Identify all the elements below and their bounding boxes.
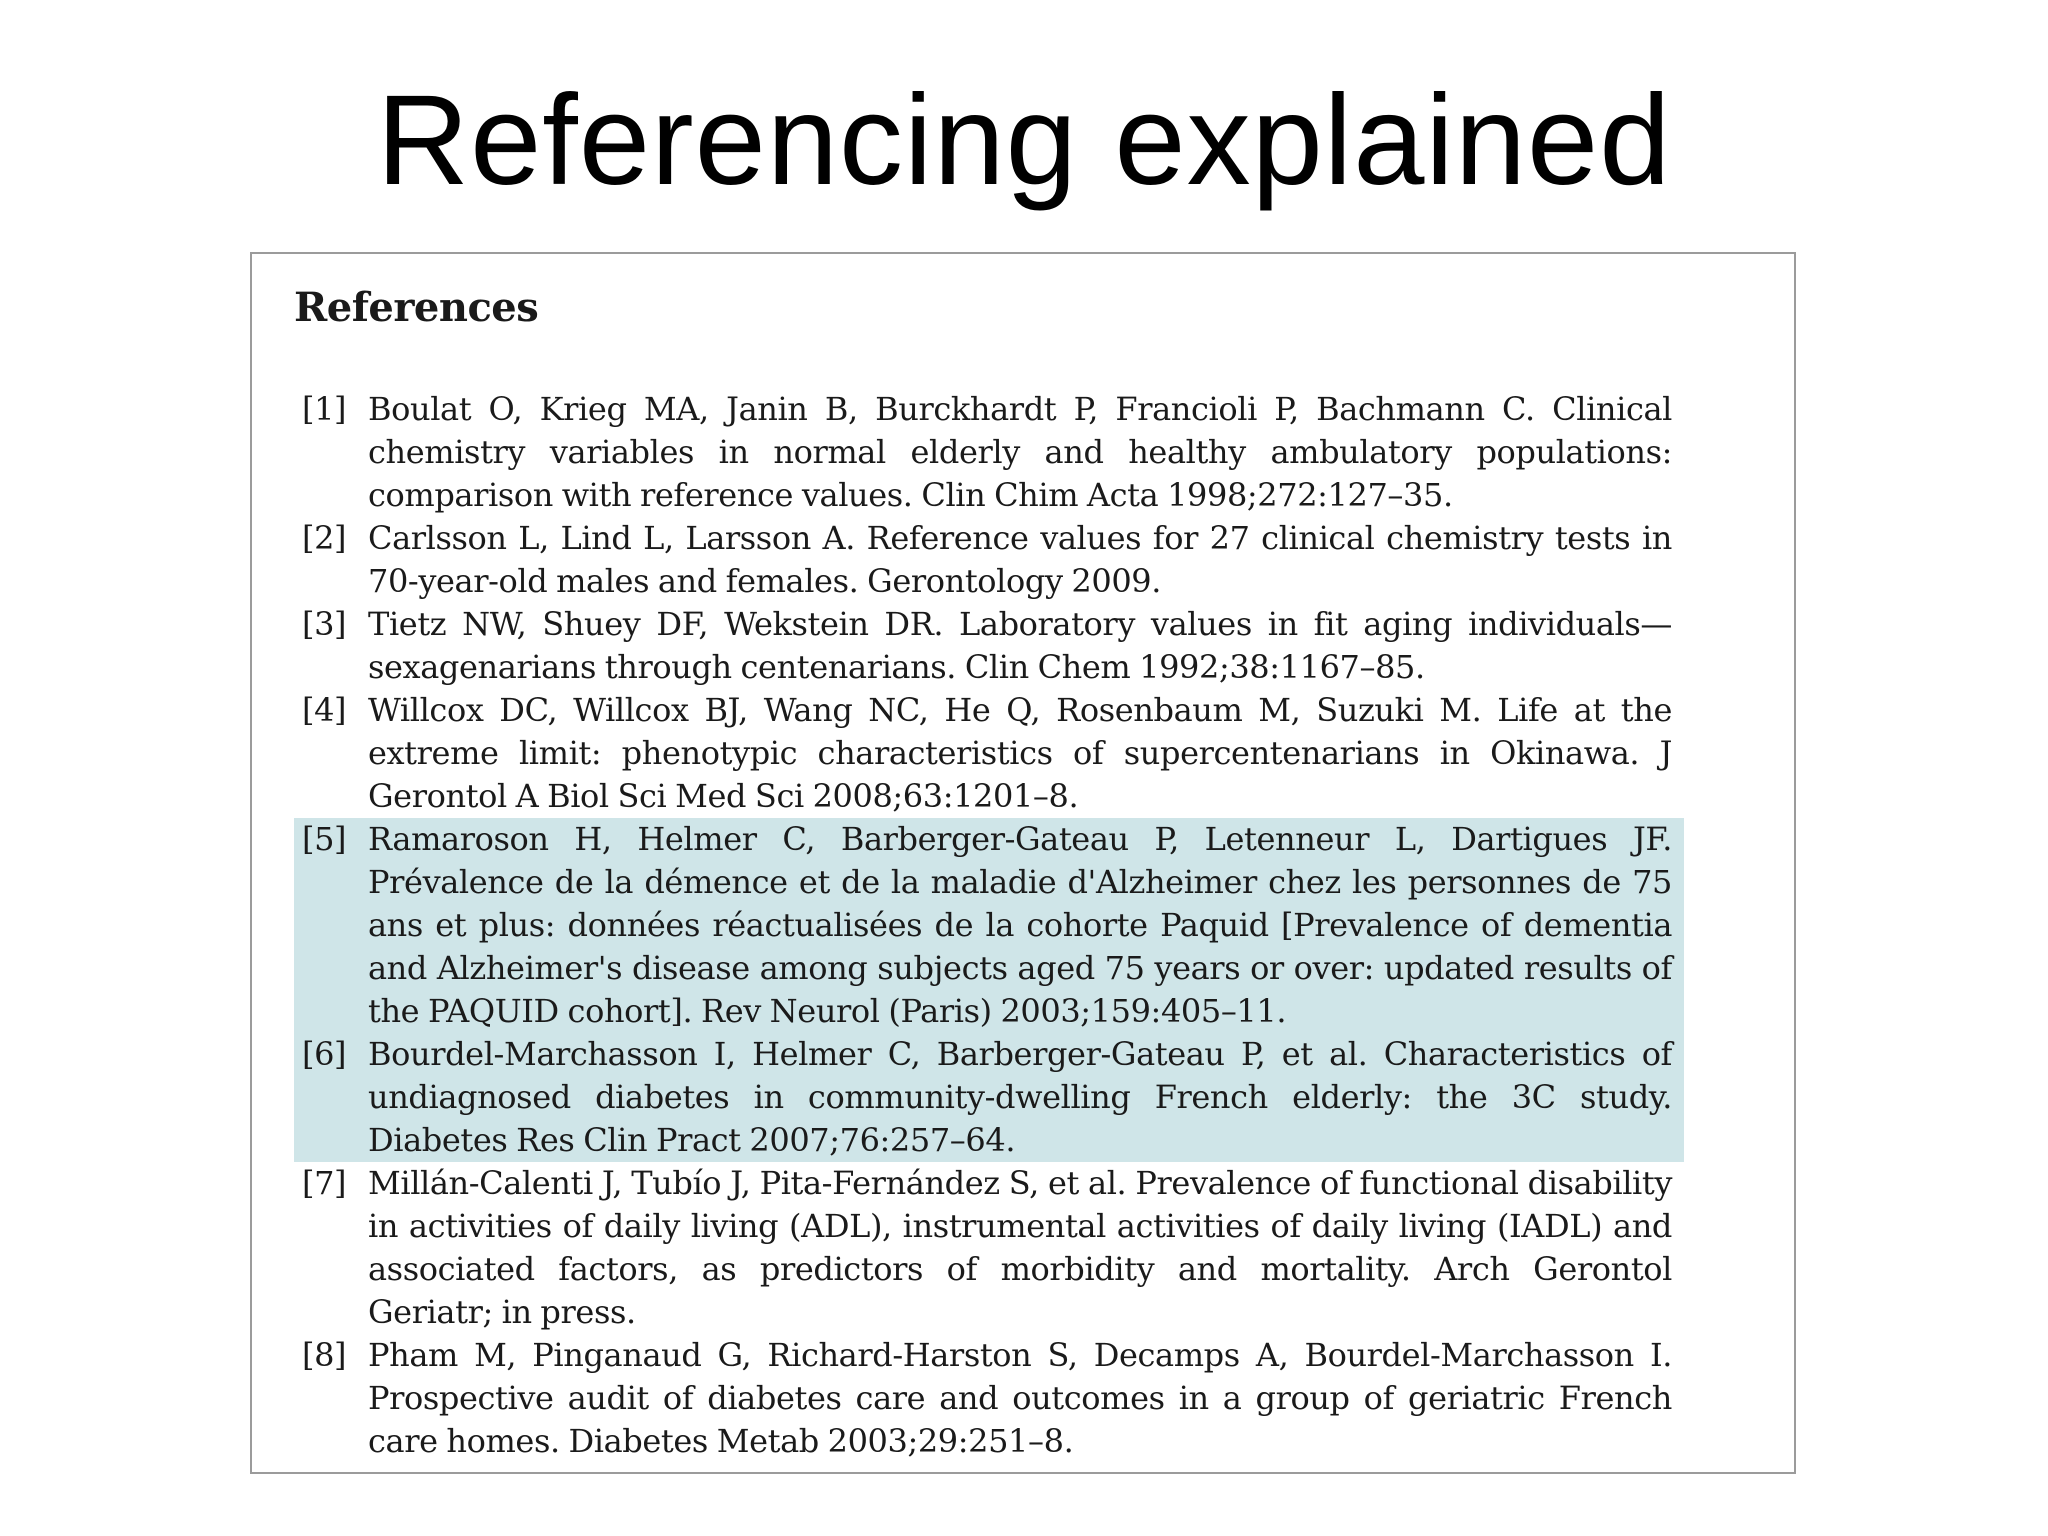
reference-item-2 — [302, 517, 1672, 603]
reference-text: Willcox DC, Willcox BJ, Wang NC, He Q, Rosenbaum M, Suzuki M. Life at the extreme limit: phenotypic characteristics of supercentenarians in Okinawa. J Gerontol A Biol Sci Med Sci 2008;63:1201–8. — [368, 691, 1672, 815]
reference-item-4 — [302, 689, 1672, 818]
reference-number: [6] — [302, 1035, 347, 1073]
reference-number: [2] — [302, 519, 347, 557]
reference-item-3 — [302, 603, 1672, 689]
reference-text: Tietz NW, Shuey DF, Wekstein DR. Laboratory values in fit aging individuals—sexagenarians through centenarians. Clin Chem 1992;38:1167–85. — [368, 605, 1672, 686]
reference-number: [7] — [302, 1164, 347, 1202]
reference-item-1 — [302, 388, 1672, 517]
reference-number: [3] — [302, 605, 347, 643]
reference-text: Bourdel-Marchasson I, Helmer C, Barberger-Gateau P, et al. Characteristics of undiagnosed diabetes in community-dwelling French elderly: the 3C study. Diabetes Res Clin Pract 2007;76:257–64. — [368, 1035, 1672, 1159]
reference-item-6-highlighted — [294, 1033, 1684, 1162]
reference-text: Boulat O, Krieg MA, Janin B, Burckhardt P, Francioli P, Bachmann C. Clinical chemistry variables in normal elderly and healthy ambulatory populations: comparison with reference values. Clin Chim Acta 1998;272:127–35. — [368, 390, 1672, 514]
reference-list — [302, 388, 1672, 1463]
reference-text: Ramaroson H, Helmer C, Barberger-Gateau P, Letenneur L, Dartigues JF. Prévalence de la démence et de la maladie d'Alzheimer chez les personnes de 75 ans et plus: données réactualisées de la cohorte Paquid [Prevalence of dementia and Alzheimer's disease among subjects aged 75 years or over: updated results of the PAQUID cohort]. Rev Neurol (Paris) 2003;159:405–11. — [368, 820, 1672, 1030]
reference-text: Millán-Calenti J, Tubío J, Pita-Fernández S, et al. Prevalence of functional disability in activities of daily living (ADL), instrumental activities of daily living (IADL) and associated factors, as predictors of morbidity and mortality. Arch Gerontol Geriatr; in press. — [368, 1164, 1672, 1331]
reference-number: [5] — [302, 820, 347, 858]
reference-text: Carlsson L, Lind L, Larsson A. Reference values for 27 clinical chemistry tests in 70-year-old males and females. Gerontology 2009. — [368, 519, 1672, 600]
references-excerpt — [250, 252, 1796, 1474]
slide-title: Referencing explained — [376, 69, 1672, 212]
reference-item-5-highlighted — [294, 818, 1684, 1033]
reference-number: [1] — [302, 390, 347, 428]
reference-item-8 — [302, 1334, 1672, 1463]
reference-number: [8] — [302, 1336, 347, 1374]
reference-number: [4] — [302, 691, 347, 729]
reference-text: Pham M, Pinganaud G, Richard-Harston S, Decamps A, Bourdel-Marchasson I. Prospective audit of diabetes care and outcomes in a group of geriatric French care homes. Diabetes Metab 2003;29:251–8. — [368, 1336, 1672, 1460]
reference-item-7 — [302, 1162, 1672, 1334]
references-heading: References — [294, 284, 539, 331]
